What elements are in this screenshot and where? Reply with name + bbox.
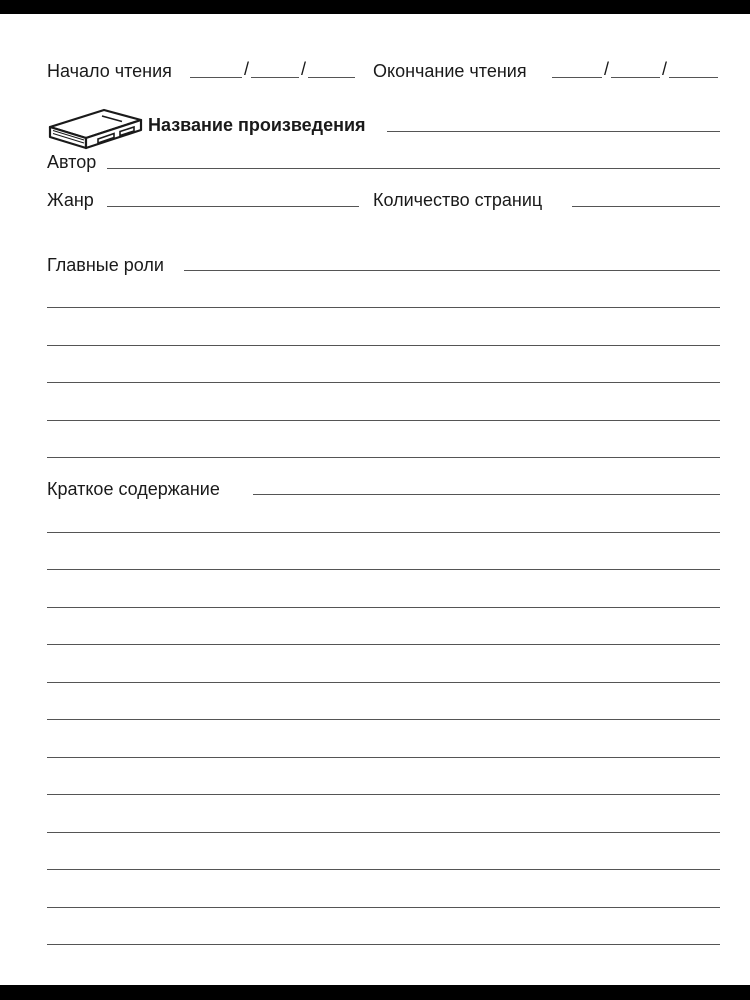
book-title-field[interactable] <box>387 131 720 132</box>
end-separator-1: / <box>604 59 610 79</box>
start-year-field[interactable] <box>308 77 355 78</box>
page-count-label: Количество страниц <box>373 190 543 210</box>
summary-line[interactable] <box>47 644 720 645</box>
author-field[interactable] <box>107 168 720 169</box>
summary-line[interactable] <box>47 907 720 908</box>
summary-line[interactable] <box>47 794 720 795</box>
summary-line[interactable] <box>47 757 720 758</box>
summary-line[interactable] <box>47 719 720 720</box>
main-characters-line[interactable] <box>47 457 720 458</box>
main-characters-line[interactable] <box>47 420 720 421</box>
summary-line[interactable] <box>47 832 720 833</box>
summary-line[interactable] <box>47 569 720 570</box>
page-count-field[interactable] <box>572 206 720 207</box>
main-characters-line[interactable] <box>47 382 720 383</box>
genre-label: Жанр <box>47 190 94 210</box>
summary-line[interactable] <box>47 944 720 945</box>
reading-end-label: Окончание чтения <box>373 61 527 81</box>
summary-line[interactable] <box>47 869 720 870</box>
summary-field[interactable] <box>253 494 720 495</box>
genre-field[interactable] <box>107 206 359 207</box>
book-title-label: Название произведения <box>148 115 366 135</box>
start-month-field[interactable] <box>251 77 299 78</box>
main-characters-label: Главные роли <box>47 255 164 275</box>
book-icon <box>44 102 144 150</box>
start-separator-2: / <box>301 59 307 79</box>
author-label: Автор <box>47 152 97 172</box>
main-characters-field[interactable] <box>184 270 720 271</box>
main-characters-line[interactable] <box>47 345 720 346</box>
end-day-field[interactable] <box>552 77 602 78</box>
main-characters-line[interactable] <box>47 307 720 308</box>
end-separator-2: / <box>662 59 668 79</box>
end-month-field[interactable] <box>611 77 660 78</box>
reading-log-page <box>0 14 750 985</box>
start-day-field[interactable] <box>190 77 242 78</box>
start-separator-1: / <box>244 59 250 79</box>
summary-line[interactable] <box>47 607 720 608</box>
summary-line[interactable] <box>47 682 720 683</box>
summary-line[interactable] <box>47 532 720 533</box>
summary-label: Краткое содержание <box>47 479 220 499</box>
reading-start-label: Начало чтения <box>47 61 172 81</box>
end-year-field[interactable] <box>669 77 718 78</box>
